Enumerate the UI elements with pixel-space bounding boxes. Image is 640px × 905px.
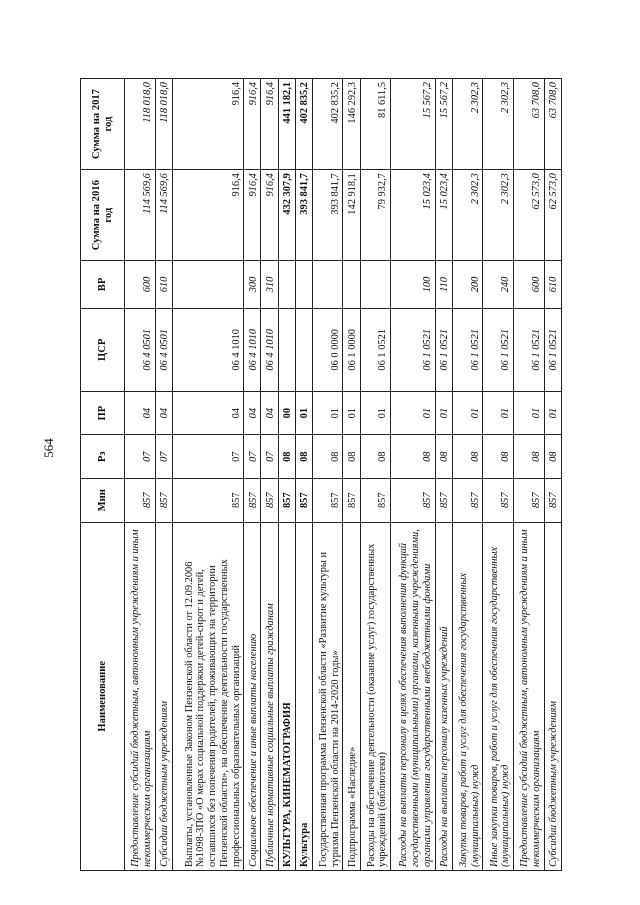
cell-s17: 2 302,3 xyxy=(452,79,483,170)
rotated-table-container xyxy=(80,78,562,871)
table-row xyxy=(261,79,278,871)
header-vr: ВР xyxy=(81,261,125,309)
cell-vr: 610 xyxy=(155,261,172,309)
header-pr: ПР xyxy=(81,391,125,435)
cell-name: Публичные нормативные социальные выплаты гражданам xyxy=(261,522,278,870)
cell-name: Подпрограмма «Наследие» xyxy=(343,522,360,870)
cell-name: Субсидии бюджетным учреждениям xyxy=(544,522,561,870)
cell-s16: 916,4 xyxy=(172,170,244,261)
cell-s17: 81 611,5 xyxy=(360,79,391,170)
cell-name: Расходы на обеспечение деятельности (оказание услуг) государственных учреждений (библиотеки) xyxy=(360,522,391,870)
table-row xyxy=(483,79,514,871)
cell-pr: 01 xyxy=(435,391,452,435)
header-name: Наименование xyxy=(81,522,125,870)
header-rz: Рз xyxy=(81,435,125,479)
cell-min: 857 xyxy=(172,478,244,522)
cell-s17: 2 302,3 xyxy=(483,79,514,170)
table-row xyxy=(544,79,561,871)
cell-s16: 114 569,6 xyxy=(155,170,172,261)
cell-csr xyxy=(278,308,295,391)
cell-s17: 402 835,2 xyxy=(312,79,343,170)
cell-csr: 06 1 0521 xyxy=(544,308,561,391)
cell-csr: 06 4 0501 xyxy=(155,308,172,391)
cell-rz: 08 xyxy=(544,435,561,479)
cell-name: Государственная программа Пензенской области «Развитие культуры и туризма Пензенской области на 2014-2020 годы» xyxy=(312,522,343,870)
cell-name: Культура xyxy=(295,522,312,870)
cell-pr: 01 xyxy=(544,391,561,435)
table-row xyxy=(312,79,343,871)
cell-name: Расходы на выплаты персоналу казенных учреждений xyxy=(435,522,452,870)
cell-min: 857 xyxy=(360,478,391,522)
cell-min: 857 xyxy=(435,478,452,522)
cell-s16: 916,4 xyxy=(261,170,278,261)
cell-rz: 08 xyxy=(295,435,312,479)
cell-s16: 393 841,7 xyxy=(312,170,343,261)
table-row xyxy=(155,79,172,871)
cell-min: 857 xyxy=(278,478,295,522)
cell-s17: 118 018,0 xyxy=(155,79,172,170)
cell-csr: 06 4 0501 xyxy=(125,308,156,391)
cell-s16: 62 573,0 xyxy=(514,170,545,261)
cell-csr: 06 4 1010 xyxy=(261,308,278,391)
cell-s16: 916,4 xyxy=(244,170,261,261)
table-row xyxy=(452,79,483,871)
cell-csr: 06 1 0000 xyxy=(343,308,360,391)
cell-pr: 01 xyxy=(483,391,514,435)
cell-pr: 00 xyxy=(278,391,295,435)
cell-pr: 01 xyxy=(295,391,312,435)
cell-name: Расходы на выплаты персоналу в целях обеспечения выполнения функций государственными (муниципальными) органами, казенными учреждениями, органами управления государственными внебюджетными фондами xyxy=(391,522,435,870)
cell-name: Субсидии бюджетным учреждениям xyxy=(155,522,172,870)
cell-s16: 15 023,4 xyxy=(435,170,452,261)
cell-vr: 600 xyxy=(125,261,156,309)
cell-min: 857 xyxy=(343,478,360,522)
cell-name: Выплаты, установленные Законом Пензенской области от 12.09.2006 №1098-ЗПО «О мерах социальной поддержки детей-сирот и детей, оставшихся без попечения родителей, проживающих на территории Пензенской области», на обеспечение деятельности государственных профессиональных образовательных организаций xyxy=(172,522,244,870)
cell-min: 857 xyxy=(544,478,561,522)
header-sum-2017: Сумма на 2017 год xyxy=(81,79,125,170)
cell-pr: 04 xyxy=(125,391,156,435)
cell-csr: 06 4 1010 xyxy=(172,308,244,391)
cell-csr: 06 4 1010 xyxy=(244,308,261,391)
cell-s17: 15 567,2 xyxy=(435,79,452,170)
cell-min: 857 xyxy=(261,478,278,522)
cell-s17: 402 835,2 xyxy=(295,79,312,170)
cell-pr: 04 xyxy=(244,391,261,435)
cell-s16: 114 569,6 xyxy=(125,170,156,261)
cell-name: Иные закупки товаров, работ и услуг для обеспечения государственных (муниципальных) нужд xyxy=(483,522,514,870)
cell-rz: 08 xyxy=(483,435,514,479)
cell-csr: 06 1 0521 xyxy=(435,308,452,391)
cell-min: 857 xyxy=(514,478,545,522)
budget-table xyxy=(80,78,562,871)
cell-vr xyxy=(295,261,312,309)
header-csr: ЦСР xyxy=(81,308,125,391)
table-row xyxy=(514,79,545,871)
cell-csr xyxy=(295,308,312,391)
table-row xyxy=(360,79,391,871)
table-row xyxy=(391,79,435,871)
cell-min: 857 xyxy=(483,478,514,522)
cell-pr: 04 xyxy=(155,391,172,435)
cell-rz: 08 xyxy=(514,435,545,479)
table-row xyxy=(172,79,244,871)
header-min: Мин xyxy=(81,478,125,522)
cell-min: 857 xyxy=(125,478,156,522)
cell-csr: 06 1 0521 xyxy=(391,308,435,391)
cell-vr: 240 xyxy=(483,261,514,309)
cell-csr: 06 1 0521 xyxy=(452,308,483,391)
cell-s17: 916,4 xyxy=(261,79,278,170)
cell-s16: 15 023,4 xyxy=(391,170,435,261)
cell-rz: 08 xyxy=(435,435,452,479)
cell-vr xyxy=(172,261,244,309)
cell-pr: 01 xyxy=(391,391,435,435)
cell-pr: 04 xyxy=(172,391,244,435)
cell-vr xyxy=(343,261,360,309)
cell-name: КУЛЬТУРА, КИНЕМАТОГРАФИЯ xyxy=(278,522,295,870)
cell-vr xyxy=(360,261,391,309)
cell-s17: 118 018,0 xyxy=(125,79,156,170)
cell-rz: 07 xyxy=(155,435,172,479)
cell-s17: 15 567,2 xyxy=(391,79,435,170)
cell-vr: 110 xyxy=(435,261,452,309)
cell-pr: 01 xyxy=(343,391,360,435)
cell-s17: 916,4 xyxy=(244,79,261,170)
cell-s17: 63 708,0 xyxy=(544,79,561,170)
cell-rz: 07 xyxy=(244,435,261,479)
cell-s16: 62 573,0 xyxy=(544,170,561,261)
cell-rz: 08 xyxy=(278,435,295,479)
cell-s16: 393 841,7 xyxy=(295,170,312,261)
cell-s17: 146 292,3 xyxy=(343,79,360,170)
cell-min: 857 xyxy=(391,478,435,522)
cell-vr: 310 xyxy=(261,261,278,309)
table-body xyxy=(125,79,562,871)
cell-vr: 600 xyxy=(514,261,545,309)
cell-s16: 79 932,7 xyxy=(360,170,391,261)
cell-vr: 100 xyxy=(391,261,435,309)
cell-rz: 08 xyxy=(391,435,435,479)
cell-s16: 142 918,1 xyxy=(343,170,360,261)
cell-rz: 08 xyxy=(360,435,391,479)
table-row xyxy=(295,79,312,871)
cell-csr: 06 1 0521 xyxy=(483,308,514,391)
cell-s16: 432 307,9 xyxy=(278,170,295,261)
cell-min: 857 xyxy=(452,478,483,522)
cell-rz: 08 xyxy=(452,435,483,479)
cell-vr xyxy=(312,261,343,309)
cell-pr: 01 xyxy=(360,391,391,435)
cell-name: Предоставление субсидий бюджетным, автономным учреждениям и иным некоммерческим организациям xyxy=(514,522,545,870)
cell-pr: 01 xyxy=(312,391,343,435)
cell-s17: 916,4 xyxy=(172,79,244,170)
table-row xyxy=(278,79,295,871)
cell-vr: 200 xyxy=(452,261,483,309)
table-row xyxy=(435,79,452,871)
cell-pr: 04 xyxy=(261,391,278,435)
cell-rz: 07 xyxy=(125,435,156,479)
cell-rz: 07 xyxy=(261,435,278,479)
cell-s16: 2 302,3 xyxy=(452,170,483,261)
cell-min: 857 xyxy=(155,478,172,522)
cell-min: 857 xyxy=(295,478,312,522)
cell-vr: 610 xyxy=(544,261,561,309)
cell-name: Закупка товаров, работ и услуг для обеспечения государственных (муниципальных) нужд xyxy=(452,522,483,870)
cell-csr: 06 0 0000 xyxy=(312,308,343,391)
cell-csr: 06 1 0521 xyxy=(360,308,391,391)
cell-rz: 08 xyxy=(312,435,343,479)
cell-s17: 441 182,1 xyxy=(278,79,295,170)
cell-name: Социальное обеспечение и иные выплаты населению xyxy=(244,522,261,870)
cell-name: Предоставление субсидий бюджетным, автономным учреждениям и иным некоммерческим организациям xyxy=(125,522,156,870)
cell-s16: 2 302,3 xyxy=(483,170,514,261)
cell-vr: 300 xyxy=(244,261,261,309)
cell-pr: 01 xyxy=(452,391,483,435)
cell-rz: 08 xyxy=(343,435,360,479)
header-sum-2016: Сумма на 2016 год xyxy=(81,170,125,261)
table-row xyxy=(125,79,156,871)
table-row xyxy=(343,79,360,871)
header-row xyxy=(81,79,125,871)
cell-csr: 06 1 0521 xyxy=(514,308,545,391)
cell-vr xyxy=(278,261,295,309)
cell-rz: 07 xyxy=(172,435,244,479)
cell-min: 857 xyxy=(244,478,261,522)
cell-s17: 63 708,0 xyxy=(514,79,545,170)
cell-pr: 01 xyxy=(514,391,545,435)
table-row xyxy=(244,79,261,871)
page-number: 564 xyxy=(40,438,56,458)
cell-min: 857 xyxy=(312,478,343,522)
